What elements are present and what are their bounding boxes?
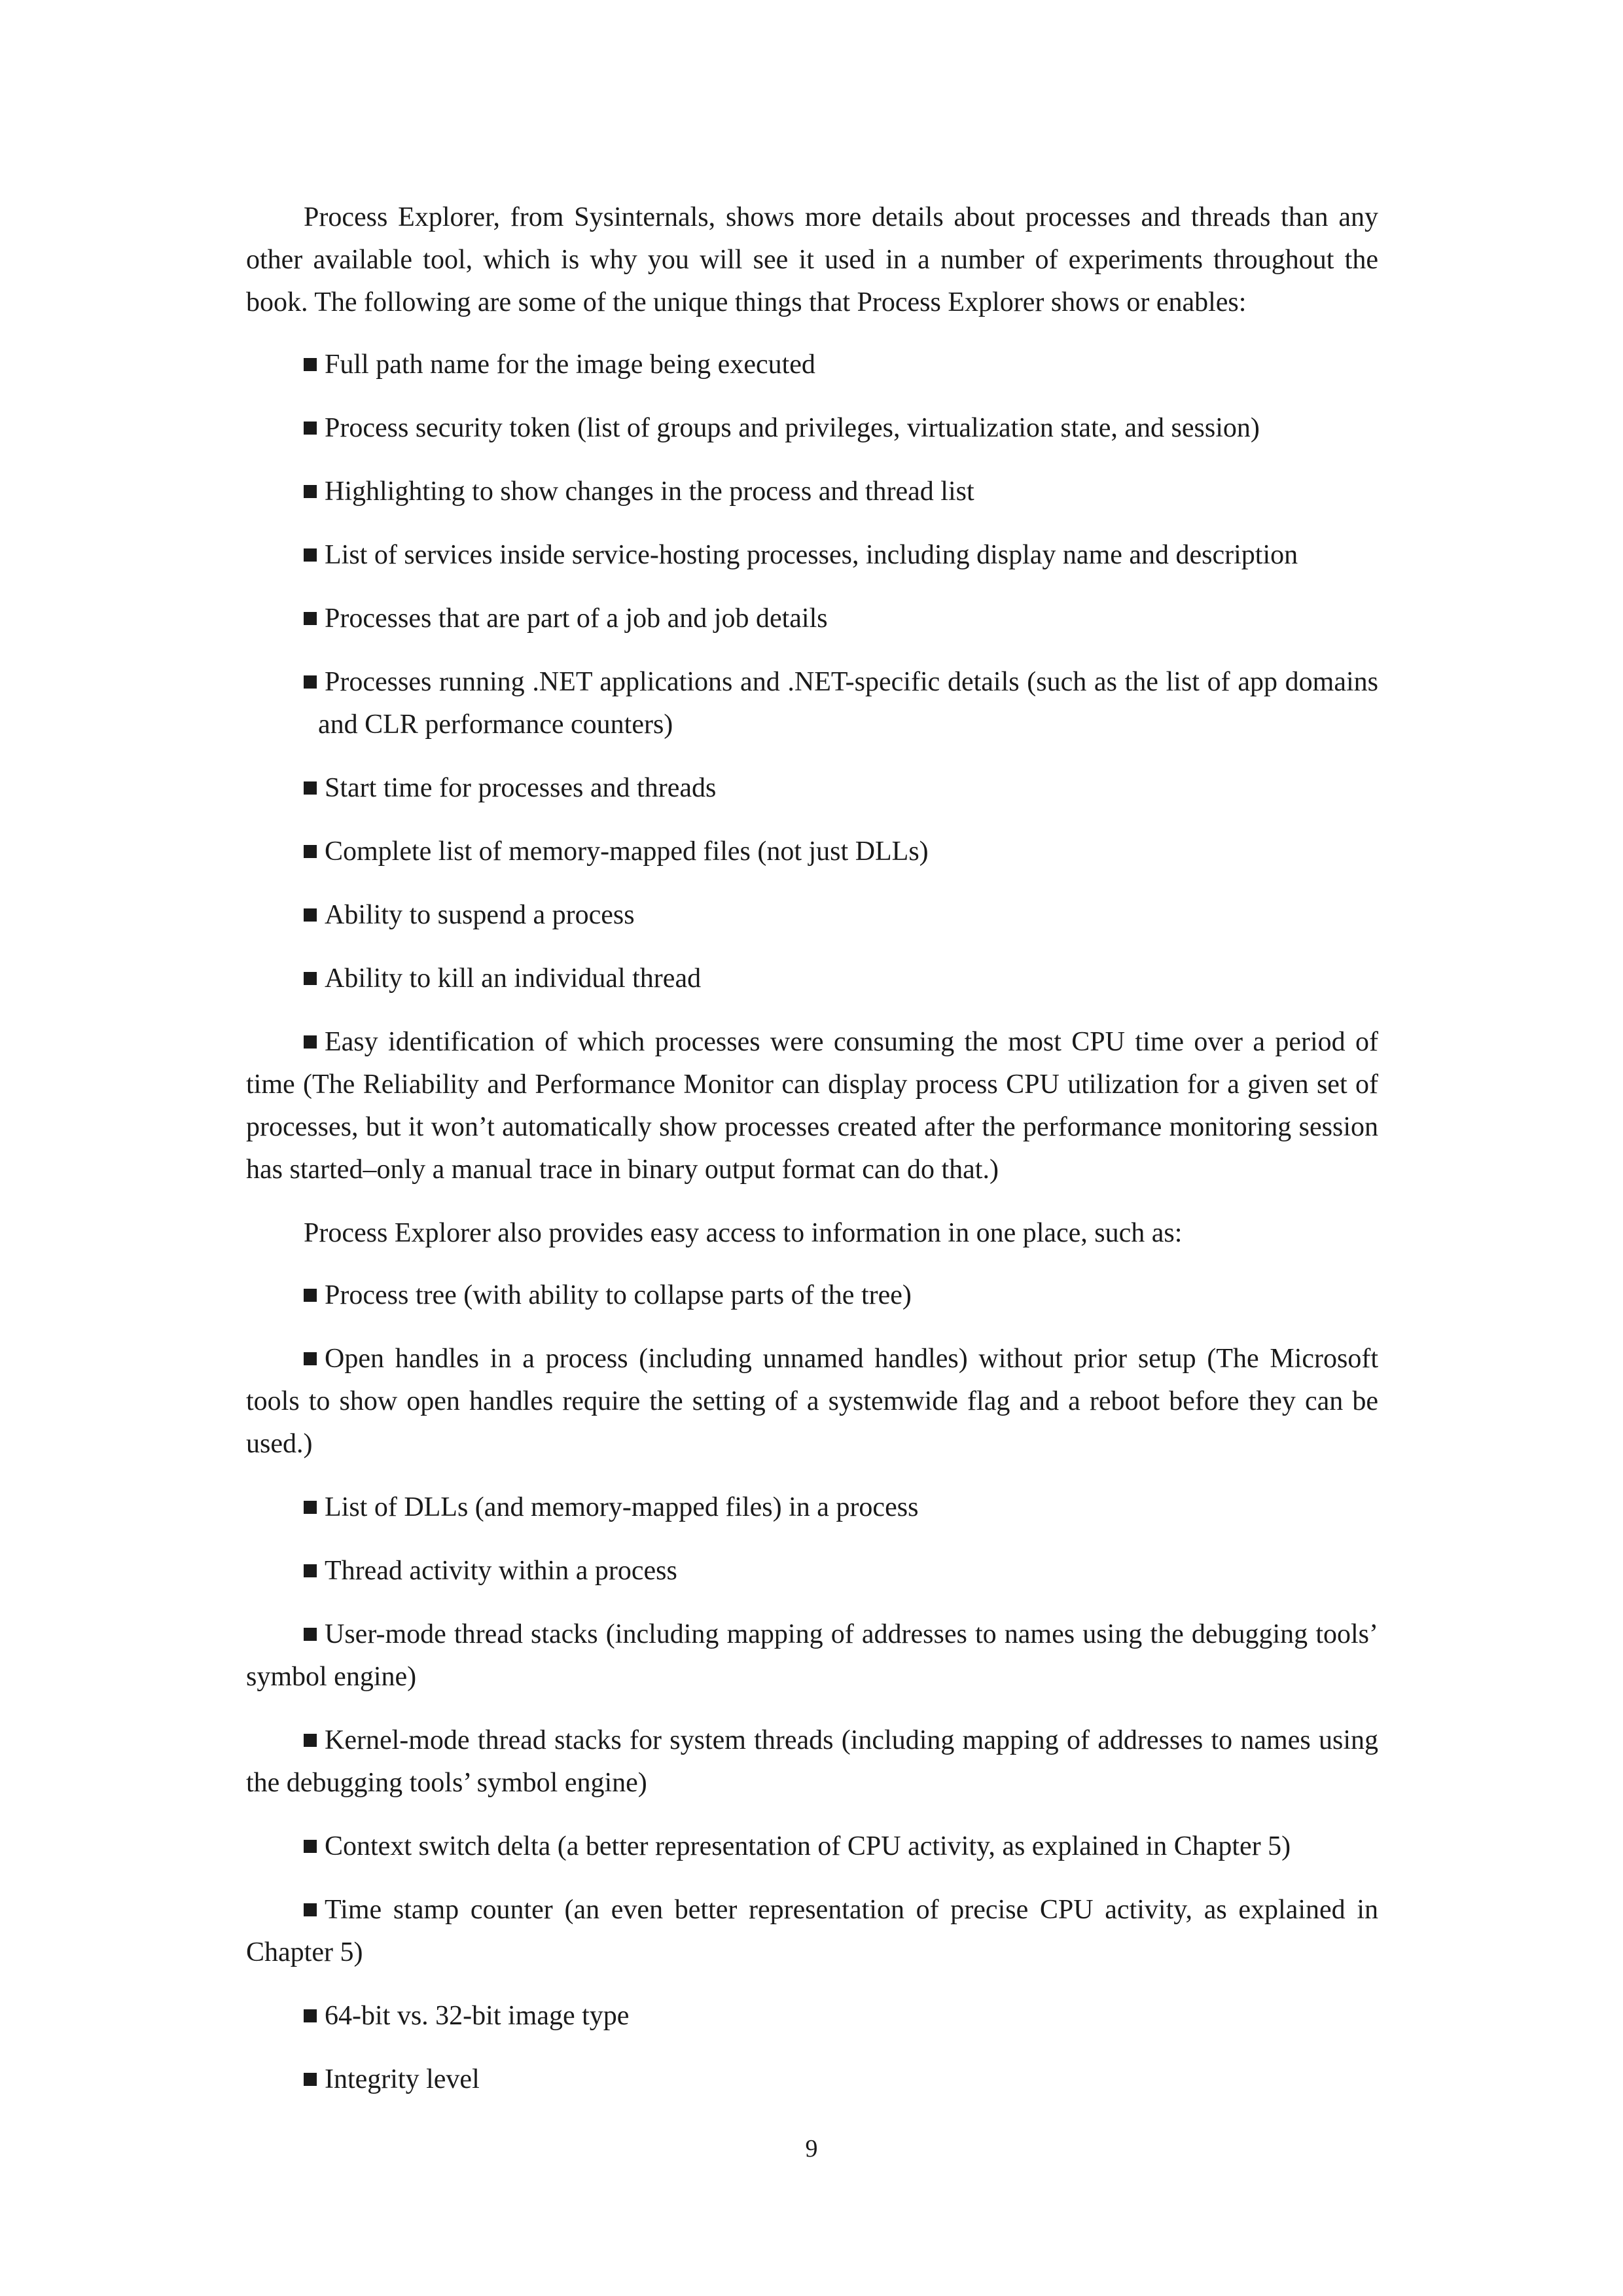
square-bullet-icon [304, 1840, 317, 1853]
square-bullet-icon [304, 1628, 317, 1641]
square-bullet-icon [304, 1035, 317, 1049]
list-item: Process security token (list of groups and privileges, virtualization state, and session) [246, 407, 1378, 450]
square-bullet-icon [304, 422, 317, 435]
list-item: Thread activity within a process [246, 1550, 1378, 1592]
square-bullet-icon [304, 1289, 317, 1302]
square-bullet-icon [304, 2073, 317, 2086]
square-bullet-icon [304, 1564, 317, 1577]
list-item: Kernel-mode thread stacks for system threads (including mapping of addresses to names using the debugging tools’ symbol engine) [246, 1725, 1378, 1798]
intro-paragraph: Process Explorer, from Sysinternals, shows more details about processes and threads than any other available tool, which is why you will see it used in a number of experiments throughout the book. The following are some of the unique things that Process Explorer shows or enables: [246, 202, 1378, 317]
square-bullet-icon [304, 548, 317, 562]
unique-features-list [246, 344, 1378, 1191]
square-bullet-icon [304, 781, 317, 795]
square-bullet-icon [304, 908, 317, 922]
list-item: Easy identification of which processes were consuming the most CPU time over a period of time (The Reliability and Performance Monitor can display process CPU utilization for a given set of processes, but it won’t automatically show processes created after the performance monitoring session has started–only a manual trace in binary output format can do that.) [246, 1027, 1378, 1185]
second-intro-paragraph: Process Explorer also provides easy access to information in one place, such as: [304, 1218, 1183, 1248]
list-item: Integrity level [246, 2058, 1378, 2101]
list-item: Open handles in a process (including unnamed handles) without prior setup (The Microsoft tools to show open handles require the setting of a systemwide flag and a reboot before they can be used.) [246, 1344, 1378, 1459]
list-item: Process tree (with ability to collapse parts of the tree) [246, 1274, 1378, 1317]
square-bullet-icon [304, 2009, 317, 2022]
list-item: Ability to suspend a process [246, 894, 1378, 937]
list-item: Start time for processes and threads [246, 767, 1378, 810]
list-item: Highlighting to show changes in the process and thread list [246, 471, 1378, 513]
list-item: User-mode thread stacks (including mapping of addresses to names using the debugging tools’ symbol engine) [246, 1619, 1378, 1692]
square-bullet-icon [304, 845, 317, 858]
list-item: 64-bit vs. 32-bit image type [246, 1995, 1378, 2037]
square-bullet-icon [304, 358, 317, 371]
square-bullet-icon [304, 972, 317, 985]
page-content [246, 196, 1378, 2122]
list-item: Time stamp counter (an even better representation of precise CPU activity, as explained in Chapter 5) [246, 1895, 1378, 1967]
square-bullet-icon [304, 675, 317, 689]
page-number: 9 [805, 2135, 818, 2162]
list-item: Processes that are part of a job and job details [246, 598, 1378, 640]
square-bullet-icon [304, 485, 317, 498]
square-bullet-icon [304, 1352, 317, 1365]
list-item: List of DLLs (and memory-mapped files) in a process [246, 1486, 1378, 1529]
list-item: Context switch delta (a better representation of CPU activity, as explained in Chapter 5) [246, 1825, 1378, 1868]
list-item: Processes running .NET applications and .NET-specific details (such as the list of app domains and CLR performance counters) [246, 661, 1378, 746]
square-bullet-icon [304, 1903, 317, 1916]
list-item: Ability to kill an individual thread [246, 958, 1378, 1000]
square-bullet-icon [304, 612, 317, 625]
list-item: Full path name for the image being executed [246, 344, 1378, 386]
square-bullet-icon [304, 1501, 317, 1514]
square-bullet-icon [304, 1734, 317, 1747]
access-features-list [246, 1274, 1378, 2101]
list-item: Complete list of memory-mapped files (not just DLLs) [246, 831, 1378, 873]
list-item: List of services inside service-hosting processes, including display name and description [246, 534, 1378, 577]
